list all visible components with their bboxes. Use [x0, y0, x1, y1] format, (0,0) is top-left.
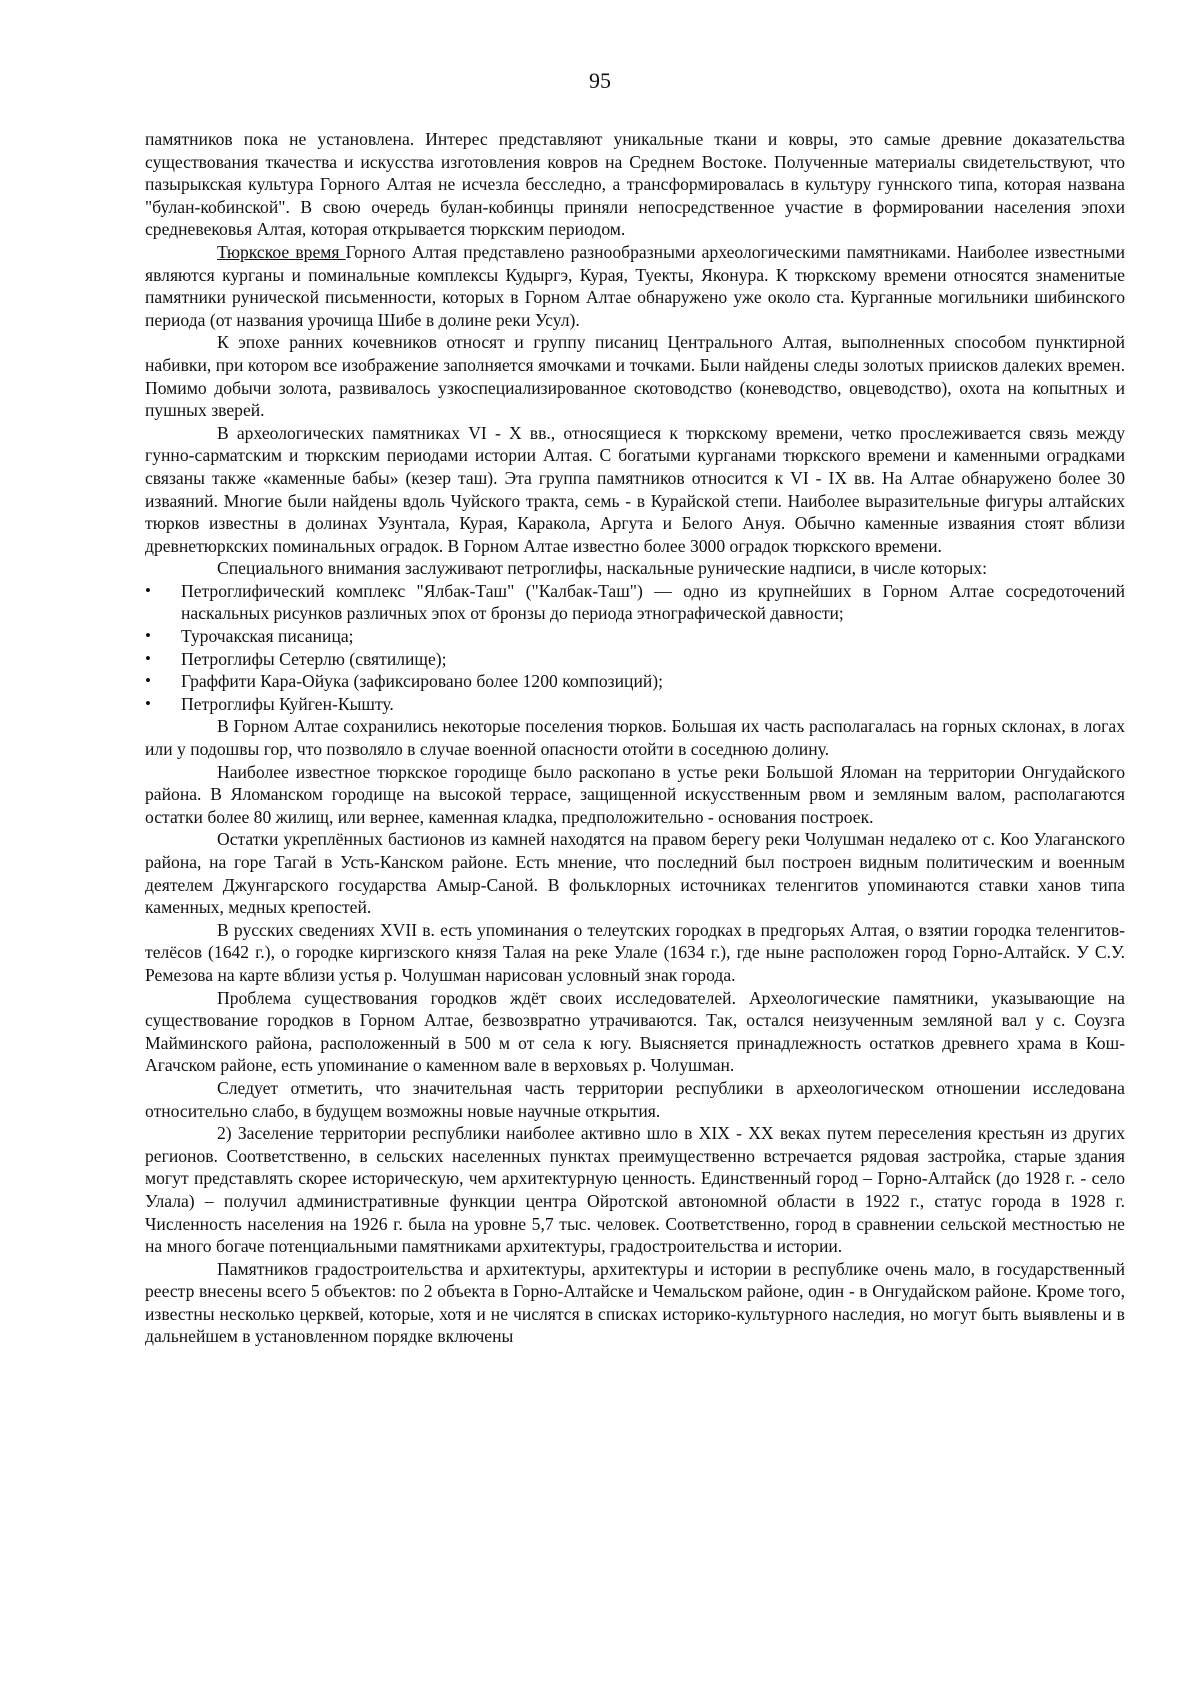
paragraph-12: 2) Заселение территории республики наиболее активно шло в XIX - XX веках путем переселения крестьян из других регионов. Соответственно, в сельских населенных пунктах преимущественно встречается рядовая застройка, старые здания могут представлять скорее историческую, чем архитектурную ценность. Единственный город – Горно-Алтайск (до 1928 г. - село Улала) – получил административные функции центра Ойротской автономной области в 1922 г., статус города в 1928 г. Численность населения на 1926 г. была на уровне 5,7 тыс. человек. Соответственно, город в сравнении сельской местностью не на много богаче потенциальными памятниками архитектуры, градостроительства и истории. [145, 1123, 1125, 1257]
bullet-icon: • [145, 580, 151, 600]
list-item-text: Граффити Кара-Ойука (зафиксировано более 1200 композиций); [181, 671, 664, 692]
list-item-text: Петроглифический комплекс "Ялбак-Таш" ("Калбак-Таш") — одно из крупнейших в Горном Алтае сосредоточений наскальных рисунков различных эпох от бронзы до периода этнографической давности; [181, 580, 1125, 624]
paragraph-2 [145, 241, 1125, 331]
bullet-icon: • [145, 693, 151, 713]
paragraph-7: Наиболее известное тюркское городище было раскопано в устье реки Большой Яломан на территории Онгудайского района. В Яломанском городище на высокой террасе, защищенной искусственным рвом и земляным валом, располагаются остатки более 80 жилищ, или вернее, каменная кладка, предположительно - основания построек. [145, 761, 1125, 827]
bullet-icon: • [145, 671, 151, 691]
page-number: 95 [589, 68, 611, 93]
list-item-text: Петроглифы Сетерлю (святилище); [181, 648, 447, 669]
list-item [145, 648, 1125, 671]
paragraph-11: Следует отметить, что значительная часть территории республики в археологическом отношении исследована относительно слабо, в будущем возможны новые научные открытия. [145, 1077, 1125, 1121]
list-item [145, 580, 1125, 625]
list-item [145, 670, 1125, 693]
list-item [145, 625, 1125, 648]
list-item-text: Турочакская писаница; [181, 626, 354, 647]
bullet-icon: • [145, 626, 151, 646]
paragraph-5: Специального внимания заслуживают петроглифы, наскальные рунические надписи, в числе которых: [217, 558, 988, 579]
petroglyph-list [145, 580, 1125, 716]
bullet-icon: • [145, 648, 151, 668]
paragraph-3: К эпохе ранних кочевников относят и группу писаниц Центрального Алтая, выполненных способом пунктирной набивки, при котором все изображение заполняется ямочками и точками. Были найдены следы золотых приисков далеких времен. Помимо добычи золота, развивалось узкоспециализированное скотоводство (коневодство, овцеводство), охота на копытных и пушных зверей. [145, 332, 1125, 421]
paragraph-4: В археологических памятниках VI - X вв., относящиеся к тюркскому времени, четко прослеживается связь между гунно-сарматским и тюркским периодами истории Алтая. С богатыми курганами тюркского времени и каменными оградками связаны также «каменные бабы» (кезер таш). Эта группа памятников относится к VI - IX вв. На Алтае обнаружено более 30 изваяний. Многие были найдены вдоль Чуйского тракта, семь - в Курайской степи. Наиболее выразительные фигуры алтайских тюрков известны в долинах Узунтала, Курая, Каракола, Аргута и Белого Ануя. Обычно каменные изваяния стоят вблизи древнетюркских поминальных оградок. В Горном Алтае известно более 3000 оградок тюркского времени. [145, 422, 1125, 556]
paragraph-2-text: Горного Алтая представлено разнообразными археологическими памятниками. Наиболее известными являются курганы и поминальные комплексы Кудыргэ, Курая, Туекты, Яконура. К тюркскому времени относятся знаменитые памятники рунической письменности, которых в Горном Алтае обнаружено уже около ста. Курганные могильники шибинского периода (от названия урочища Шибе в долине реки Усул). [145, 241, 1126, 330]
paragraph-13: Памятников градостроительства и архитектуры, архитектуры и истории в республике очень мало, в государственный реестр внесены всего 5 объектов: по 2 объекта в Горно-Алтайске и Чемальском районе, один - в Онгудайском районе. Кроме того, известны несколько церквей, которые, хотя и не числятся в списках историко-культурного наследия, но могут быть выявлены и в дальнейшем в установленном порядке включены [145, 1258, 1125, 1347]
underlined-term: Тюркское время [217, 241, 346, 262]
paragraph-1: памятников пока не установлена. Интерес представляют уникальные ткани и ковры, это самые древние доказательства существования ткачества и искусства изготовления ковров на Среднем Востоке. Полученные материалы свидетельствуют, что пазырыкская культура Горного Алтая не исчезла бесследно, а трансформировалась в культуру гуннского типа, которая названа "булан-кобинской". В свою очередь булан-кобинцы приняли непосредственное участие в формировании населения эпохи средневековья Алтая, которая открывается тюркским периодом. [145, 129, 1125, 240]
paragraph-8: Остатки укреплённых бастионов из камней находятся на правом берегу реки Чолушман недалеко от с. Коо Улаганского района, на горе Тагай в Усть-Канском районе. Есть мнение, что последний был построен видным политическим и военным деятелем Джунгарского государства Амыр-Саной. В фольклорных источниках теленгитов упоминаются ставки ханов типа каменных, медных крепостей. [145, 829, 1125, 918]
list-item-text: Петроглифы Куйген-Кышту. [181, 693, 394, 714]
paragraph-6: В Горном Алтае сохранились некоторые поселения тюрков. Большая их часть располагалась на горных склонах, в логах или у подошвы гор, что позволяло в случае военной опасности отойти в соседнюю долину. [145, 716, 1125, 760]
list-item [145, 693, 1125, 716]
paragraph-10: Проблема существования городков ждёт своих исследователей. Археологические памятники, указывающие на существование городков в Горном Алтае, безвозвратно утрачиваются. Так, остался неизученным земляной вал у с. Соузга Майминского района, расположенный в 500 м от села к югу. Выясняется принадлежность остатков древнего храма в Кош-Агачском районе, есть упоминание о каменном вале в верховьях р. Чолушман. [145, 987, 1125, 1076]
paragraph-9: В русских сведениях XVII в. есть упоминания о телеутских городках в предгорьях Алтая, о взятии городка теленгитов-телёсов (1642 г.), о городке киргизского князя Талая на реке Улале (1634 г.), где ныне расположен город Горно-Алтайск. У С.У. Ремезова на карте вблизи устья р. Чолушман нарисован условный знак города. [145, 919, 1125, 985]
document-body [145, 128, 1125, 1348]
